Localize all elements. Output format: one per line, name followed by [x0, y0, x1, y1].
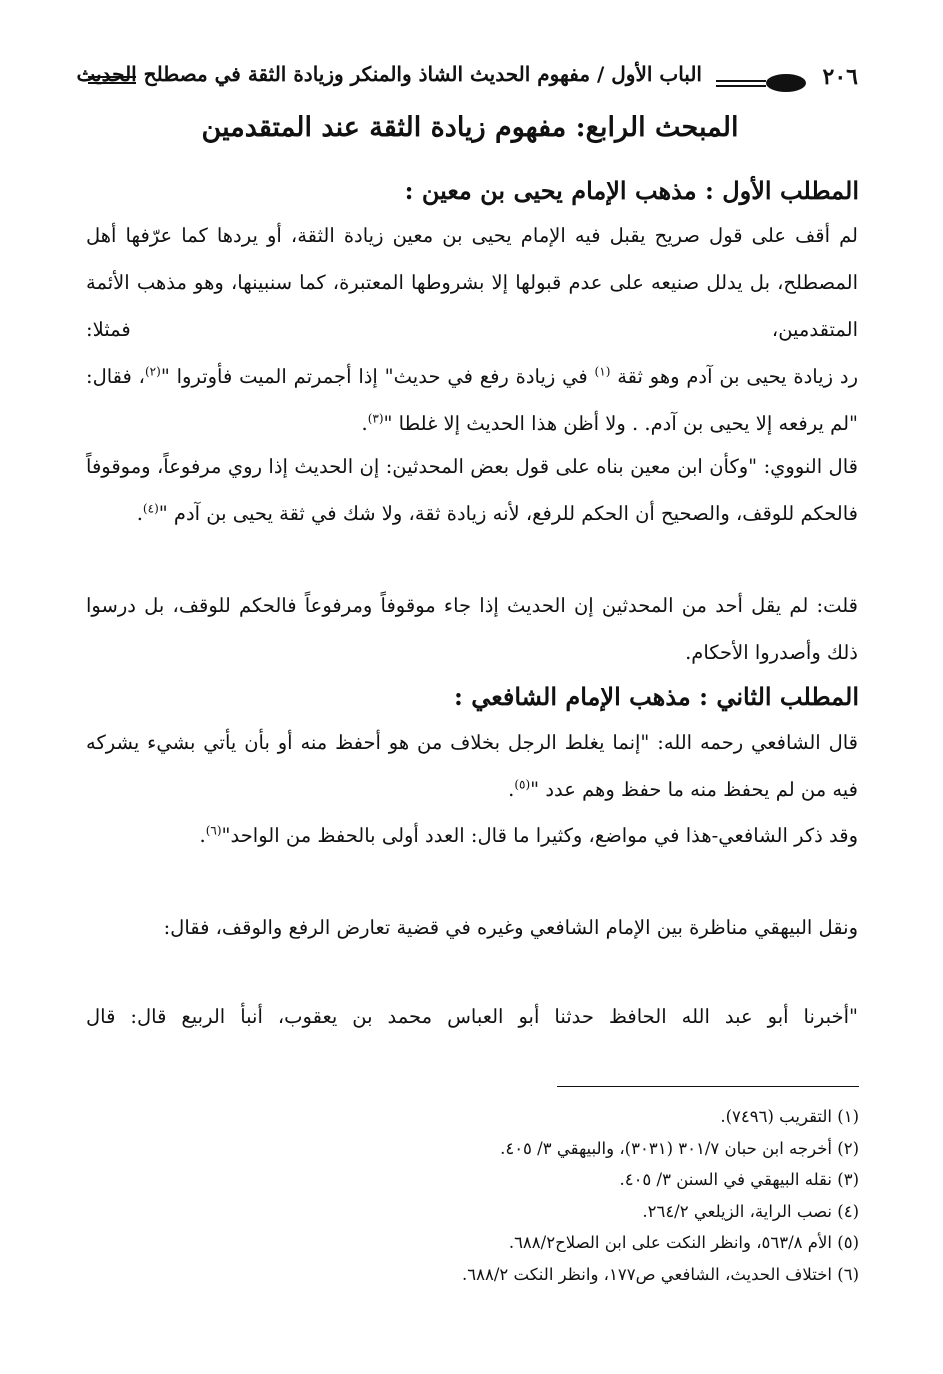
header-ornament	[716, 74, 806, 92]
footnote-ref: (٣)	[367, 411, 384, 426]
footnote-item: (٣) نقله البيهقي في السنن ٣/ ٤٠٥.	[619, 1170, 859, 1189]
subhead-second: المطلب الثاني : مذهب الإمام الشافعي :	[454, 682, 859, 711]
footnote-item: (١) التقريب (٧٤٩٦).	[720, 1107, 859, 1126]
paragraph-7: ونقل البيهقي مناظرة بين الإمام الشافعي وغيره في قضية تعارض الرفع والوقف، فقال:	[163, 916, 858, 939]
page-number: ٢٠٦	[822, 64, 858, 90]
footnote-ref: (١)	[594, 364, 611, 379]
footnote-separator	[557, 1086, 859, 1087]
paragraph-8: "أخبرنا أبو عبد الله الحافظ حدثنا أبو العباس محمد بن يعقوب، أنبأ الربيع قال: قال	[86, 1005, 858, 1028]
footnote-ref: (٥)	[514, 777, 531, 792]
footnote-ref: (٦)	[205, 823, 222, 838]
footnote-item: (٤) نصب الراية، الزيلعي ٢٦٤/٢.	[642, 1201, 859, 1221]
paragraph-1: لم أقف على قول صريح يقبل فيه الإمام يحيى بن معين زيادة الثقة، أو يردها كما عرّفها أهل المصطلح، بل يدلل صنيعه على عدم قبولها إلا بشروطها المعتبرة، كما سنبينها، وهو مذهب الأئمة المتقدمين، فمثلا:	[86, 224, 858, 341]
footnote-item: (٥) الأم ٥٦٣/٨، وانظر النكت على ابن الصلاح٦٨٨/٢.	[508, 1233, 859, 1252]
paragraph-2: رد زيادة يحيى بن آدم وهو ثقة $^{(١)}$ في زيادة رفع في حديث" إذا أجمرتم الميت فأوتروا "$^{(٢)}$، فقال: "لم يرفعه إلا يحيى بن آدم. . ولا أظن هذا الحديث إلا غلطا "$^{(٣)}$.	[86, 364, 859, 435]
paragraph-6: وقد ذكر الشافعي-هذا في مواضع، وكثيرا ما قال: العدد أولى بالحفظ من الواحد"$^{(٦)}$.	[199, 823, 858, 847]
header-title: الباب الأول / مفهوم الحديث الشاذ والمنكر وزيادة الثقة في مصطلح الحديث	[76, 62, 702, 86]
paragraph-3: قال النووي: "وكأن ابن معين بناه على قول بعض المحدثين: إن الحديث إذا روي مرفوعاً، وموقوفاً فالحكم للوقف، والصحيح أن الحكم للرفع، لأنه زيادة ثقة، ولا شك في ثقة يحيى بن آدم "$^{(٤)}$.	[86, 455, 858, 525]
footnote-item: (٦) اختلاف الحديث، الشافعي ص١٧٧، وانظر النكت ٦٨٨/٢.	[461, 1264, 859, 1284]
footnote-ref: (٢)	[144, 364, 161, 379]
paragraph-4: قلت: لم يقل أحد من المحدثين إن الحديث إذا جاء موقوفاً ومرفوعاً فالحكم للوقف، بل درسوا ذلك وأصدروا الأحكام.	[86, 594, 858, 664]
footnotes	[159, 1101, 859, 1290]
running-header	[76, 62, 858, 102]
footnote-item: (٢) أخرجه ابن حبان ٣٠١/٧ (٣٠٣١)، والبيهقي ٣/ ٤٠٥.	[500, 1138, 859, 1158]
subhead-first: المطلب الأول : مذهب الإمام يحيى بن معين :	[404, 176, 859, 205]
section-title: المبحث الرابع: مفهوم زيادة الثقة عند المتقدمين	[201, 112, 739, 143]
paragraph-5: قال الشافعي رحمه الله: "إنما يغلط الرجل بخلاف من هو أحفظ منه أو بأن يأتي بشيء يشركه فيه من لم يحفظ منه ما حفظ وهم عدد "$^{(٥)}$.	[86, 731, 858, 801]
footnote-ref: (٤)	[142, 501, 159, 516]
